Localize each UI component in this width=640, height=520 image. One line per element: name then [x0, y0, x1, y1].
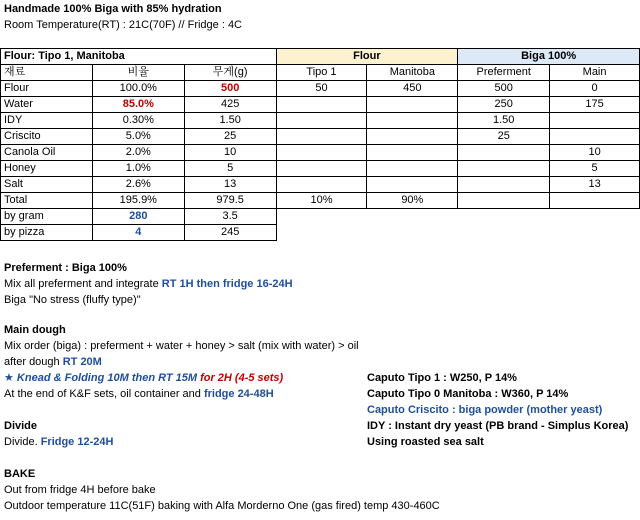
cell-weight: 13 [184, 177, 276, 193]
cell-tipo1 [276, 113, 367, 129]
cell-manitoba [367, 129, 458, 145]
preferment-line-1 [4, 276, 293, 292]
cell-tipo1 [276, 161, 367, 177]
cell-tipo1 [276, 177, 367, 193]
cell-manitoba [367, 177, 458, 193]
cell-ingredient: Honey [1, 161, 93, 177]
cell-ratio: 2.0% [92, 145, 184, 161]
table-row-by-pizza [1, 225, 640, 241]
cell-tipo1 [276, 145, 367, 161]
knead-fold-duration: for 2H (4-5 sets) [197, 372, 284, 384]
cell-ingredient: Flour [1, 81, 93, 97]
note-salt: Using roasted sea salt [367, 436, 484, 448]
divide-line [4, 434, 113, 450]
cell-ratio: 2.6% [92, 177, 184, 193]
after-dough-line [4, 354, 102, 370]
cell-ratio: 5.0% [92, 129, 184, 145]
cell-main: 10 [550, 145, 640, 161]
row-label: by pizza [1, 225, 93, 241]
oil-container-line [4, 386, 274, 402]
table-row-honey [1, 161, 640, 177]
header-weight: 무게(g) [184, 65, 276, 81]
room-temperature: Room Temperature(RT) : 21C(70F) // Fridge : 4C [4, 19, 243, 31]
cell-tipo1: 50 [276, 81, 367, 97]
header-ratio: 비율 [92, 65, 184, 81]
cell-ingredient: Criscito [1, 129, 93, 145]
divide-text: Divide. [4, 436, 41, 448]
cell-preferment [458, 177, 550, 193]
note-caputo-criscito: Caputo Criscito : biga powder (mother yeast) [367, 404, 603, 416]
table-row-by-gram [1, 209, 640, 225]
cell-pizza-count: 4 [92, 225, 184, 241]
header-manitoba: Manitoba [367, 65, 458, 81]
cell-ratio: 195.9% [92, 193, 184, 209]
cell-ingredient: Salt [1, 177, 93, 193]
header-ingredient: 재료 [1, 65, 93, 81]
cell-preferment: 25 [458, 129, 550, 145]
table-row-canola-oil [1, 145, 640, 161]
cell-preferment: 250 [458, 97, 550, 113]
preferment-line-2: Biga "No stress (fluffy type)" [4, 294, 141, 306]
bake-line-2: Outdoor temperature 11C(51F) baking with Alfa Morderno One (gas fired) temp 430-460C [4, 500, 440, 512]
bake-heading: BAKE [4, 468, 36, 480]
cell-weight: 10 [184, 145, 276, 161]
row-label: by gram [1, 209, 93, 225]
after-dough-text: after dough [4, 356, 63, 368]
cell-weight: 25 [184, 129, 276, 145]
flour-type-label: Flour: Tipo 1, Manitoba [1, 49, 277, 65]
mix-order-line: Mix order (biga) : preferment + water + honey > salt (mix with water) > oil [4, 340, 359, 352]
cell-manitoba [367, 113, 458, 129]
cell-manitoba [367, 97, 458, 113]
knead-fold-timing: Knead & Folding 10M then RT 15M [16, 372, 198, 384]
note-caputo-tipo1: Caputo Tipo 1 : W250, P 14% [367, 372, 517, 384]
header-tipo1: Tipo 1 [276, 65, 367, 81]
cell-ingredient: IDY [1, 113, 93, 129]
cell-tipo1 [276, 129, 367, 145]
oil-container-timing: fridge 24-48H [203, 388, 274, 400]
knead-fold-line [4, 370, 283, 386]
preferment-text: Mix all preferment and integrate [4, 278, 162, 290]
cell-tipo1: 10% [276, 193, 367, 209]
star-icon: ★ [4, 372, 17, 384]
biga-group-header: Biga 100% [458, 49, 640, 65]
main-dough-heading: Main dough [4, 324, 66, 336]
bake-line-1: Out from fridge 4H before bake [4, 484, 156, 496]
cell-preferment [458, 161, 550, 177]
cell-manitoba [367, 145, 458, 161]
table-row-flour [1, 81, 640, 97]
cell-value: 3.5 [184, 209, 276, 225]
cell-weight: 425 [184, 97, 276, 113]
flour-group-header: Flour [276, 49, 458, 65]
cell-ratio: 1.0% [92, 161, 184, 177]
table-header-row [1, 65, 640, 81]
cell-manitoba: 450 [367, 81, 458, 97]
recipe-title: Handmade 100% Biga with 85% hydration [4, 3, 222, 15]
cell-ratio: 85.0% [92, 97, 184, 113]
table-row-water [1, 97, 640, 113]
cell-weight: 5 [184, 161, 276, 177]
cell-ratio: 100.0% [92, 81, 184, 97]
table-row-salt [1, 177, 640, 193]
cell-main [550, 193, 640, 209]
after-dough-timing: RT 20M [62, 356, 102, 368]
cell-preferment: 500 [458, 81, 550, 97]
cell-ingredient: Canola Oil [1, 145, 93, 161]
cell-dough-weight: 280 [92, 209, 184, 225]
cell-weight: 979.5 [184, 193, 276, 209]
recipe-table [0, 48, 640, 241]
table-row-total [1, 193, 640, 209]
cell-value: 245 [184, 225, 276, 241]
note-caputo-tipo0: Caputo Tipo 0 Manitoba : W360, P 14% [367, 388, 569, 400]
preferment-heading: Preferment : Biga 100% [4, 262, 127, 274]
cell-ratio: 0.30% [92, 113, 184, 129]
cell-manitoba [367, 161, 458, 177]
cell-preferment: 1.50 [458, 113, 550, 129]
preferment-timing: RT 1H then fridge 16-24H [161, 278, 293, 290]
header-main: Main [550, 65, 640, 81]
cell-main: 13 [550, 177, 640, 193]
table-row-idy [1, 113, 640, 129]
cell-preferment [458, 145, 550, 161]
cell-weight: 500 [184, 81, 276, 97]
table-row-criscito [1, 129, 640, 145]
cell-main [550, 129, 640, 145]
divide-timing: Fridge 12-24H [40, 436, 114, 448]
cell-main [550, 113, 640, 129]
cell-main: 0 [550, 81, 640, 97]
cell-ingredient: Total [1, 193, 93, 209]
cell-ingredient: Water [1, 97, 93, 113]
header-preferment: Preferment [458, 65, 550, 81]
cell-main: 5 [550, 161, 640, 177]
cell-manitoba: 90% [367, 193, 458, 209]
cell-preferment [458, 193, 550, 209]
table-group-header-row [1, 49, 640, 65]
divide-heading: Divide [4, 420, 38, 432]
cell-tipo1 [276, 97, 367, 113]
oil-container-text: At the end of K&F sets, oil container and [4, 388, 204, 400]
cell-main: 175 [550, 97, 640, 113]
note-idy: IDY : Instant dry yeast (PB brand - Simplus Korea) [367, 420, 629, 432]
cell-weight: 1.50 [184, 113, 276, 129]
